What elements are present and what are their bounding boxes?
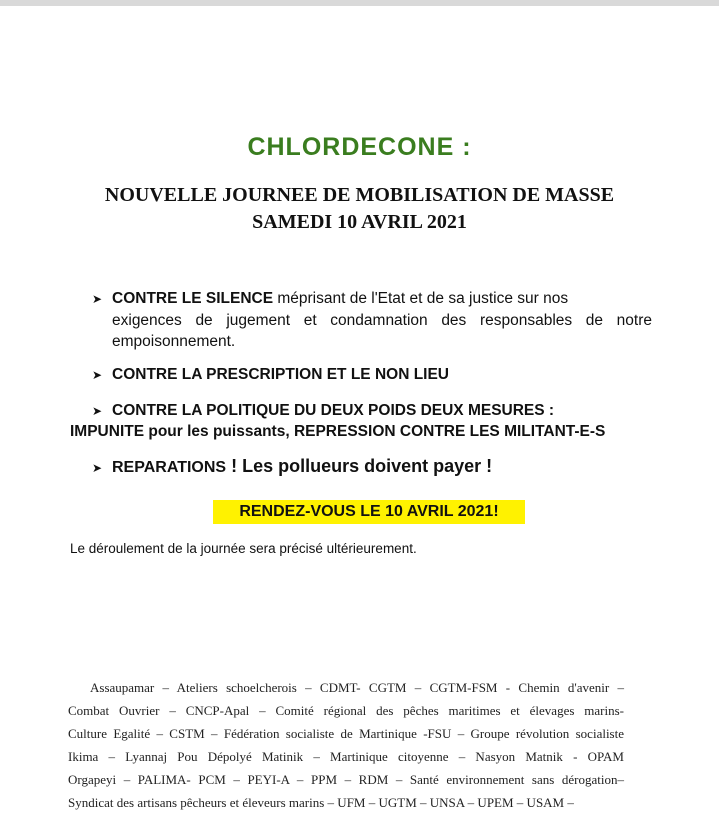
bullet-text: pour les puissants, bbox=[144, 423, 294, 440]
bullet-bold: IMPUNITE bbox=[70, 423, 145, 440]
bullet-text: méprisant de l'Etat et de sa justice sur nos bbox=[273, 290, 569, 307]
bullet-text: ! Les pollueurs doivent payer ! bbox=[226, 456, 493, 476]
bullet-bold: CONTRE LA POLITIQUE DU DEUX POIDS DEUX MESURES : bbox=[112, 402, 555, 419]
bullet-prescription bbox=[92, 364, 449, 386]
organizations-line: Orgapeyi – PALIMA- PCM – PEYI-A – PPM – RDM – Santé environnement sans dérogation– bbox=[68, 772, 624, 787]
subtitle-line-2: SAMEDI 10 AVRIL 2021 bbox=[252, 211, 467, 233]
organizations-list bbox=[68, 676, 624, 814]
top-border bbox=[0, 0, 719, 6]
bullet-line-2 bbox=[70, 421, 605, 442]
bullet-bold: CONTRE LE SILENCE bbox=[112, 290, 274, 307]
subtitle-line-1: NOUVELLE JOURNEE DE MOBILISATION DE MASSE bbox=[104, 184, 615, 206]
organizations-line: Combat Ouvrier – CNCP-Apal – Comité régional des pêches maritimes et élevages marins- bbox=[68, 703, 624, 718]
organizations-line: Syndicat des artisans pêcheurs et éleveurs marins – UFM – UGTM – UNSA – UPEM – USAM – bbox=[68, 795, 574, 810]
organizations-line: Ikima – Lyannaj Pou Dépolyé Matinik – Martinique citoyenne – Nasyon Matnik - OPAM bbox=[68, 749, 624, 764]
bullet-silence bbox=[92, 288, 652, 352]
bullet-politique bbox=[70, 400, 606, 440]
page-title: CHLORDECONE : bbox=[247, 133, 472, 161]
bullet-bold: REPRESSION CONTRE LES MILITANT-E-S bbox=[293, 423, 606, 440]
rendez-vous-highlight: RENDEZ-VOUS LE 10 AVRIL 2021! bbox=[213, 500, 525, 524]
organizations-line: Assaupamar – Ateliers schoelcherois – CDMT- CGTM – CGTM-FSM - Chemin d'avenir – bbox=[90, 680, 624, 695]
bullet-reparations bbox=[92, 456, 492, 479]
bullet-bold: REPARATIONS bbox=[112, 459, 227, 476]
bullet-bold: CONTRE LA PRESCRIPTION ET LE NON LIEU bbox=[112, 366, 449, 383]
note-text: Le déroulement de la journée sera précisé ultérieurement. bbox=[70, 541, 417, 556]
arrow-bullet-icon: ➤ bbox=[92, 368, 103, 382]
arrow-bullet-icon: ➤ bbox=[92, 461, 103, 475]
arrow-bullet-icon: ➤ bbox=[92, 404, 103, 418]
arrow-bullet-icon: ➤ bbox=[92, 292, 103, 306]
organizations-line: Culture Egalité – CSTM – Fédération socialiste de Martinique -FSU – Groupe révolution socialiste bbox=[68, 726, 624, 741]
bullet-text: exigences de jugement et condamnation des responsables de notre bbox=[112, 312, 652, 329]
bullet-text: empoisonnement. bbox=[112, 333, 236, 350]
